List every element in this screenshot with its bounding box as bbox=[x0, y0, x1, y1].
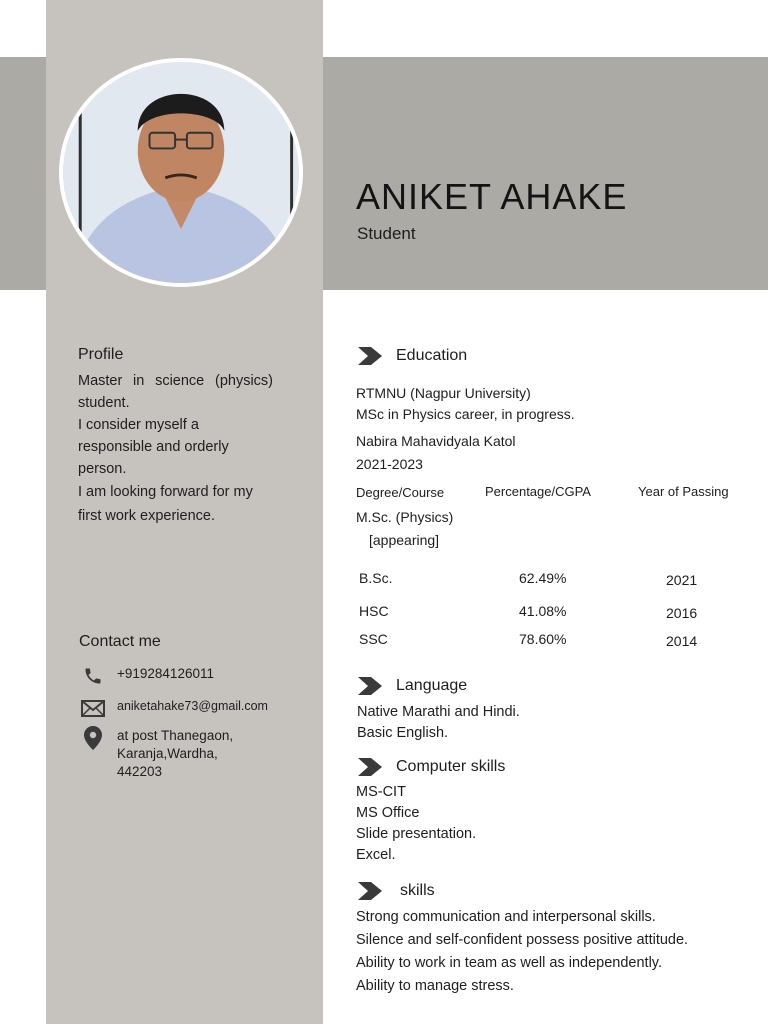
table-cell-degree: B.Sc. bbox=[359, 570, 393, 586]
current-degree-note: [appearing] bbox=[369, 532, 440, 548]
skills-heading: skills bbox=[400, 882, 435, 899]
profile-heading: Profile bbox=[78, 346, 124, 363]
table-header-degree: Degree/Course bbox=[356, 485, 445, 500]
skill-line: Strong communication and interpersonal skills. bbox=[356, 909, 656, 925]
location-pin-icon bbox=[80, 727, 106, 749]
table-header-year: Year of Passing bbox=[638, 484, 729, 499]
profile-paragraph: Master in science (physics) student. bbox=[78, 373, 273, 411]
phone-number[interactable]: +919284126011 bbox=[117, 666, 214, 681]
computer-skills-header bbox=[358, 758, 505, 776]
header-band-right bbox=[323, 57, 768, 290]
table-cell-year: 2016 bbox=[666, 605, 698, 621]
language-heading: Language bbox=[396, 677, 468, 694]
chevron-right-icon bbox=[358, 347, 382, 365]
table-cell-year: 2021 bbox=[666, 572, 698, 588]
table-header-percentage: Percentage/CGPA bbox=[485, 484, 591, 499]
profile-paragraph: I consider myself a responsible and orderly person. bbox=[78, 417, 229, 477]
profile-photo bbox=[59, 58, 303, 287]
mail-icon bbox=[80, 697, 106, 719]
portrait-image bbox=[63, 62, 299, 283]
education-years: 2021-2023 bbox=[356, 456, 423, 472]
education-university: RTMNU (Nagpur University) bbox=[356, 385, 531, 401]
current-degree: M.Sc. (Physics) bbox=[356, 509, 454, 525]
address-line: Karanja,Wardha, bbox=[117, 746, 218, 761]
table-cell-year: 2014 bbox=[666, 633, 698, 649]
contact-phone bbox=[80, 665, 214, 687]
education-college: Nabira Mahavidyala Katol bbox=[356, 433, 516, 449]
education-heading: Education bbox=[396, 347, 468, 364]
address-line: at post Thanegaon, bbox=[117, 728, 234, 743]
chevron-right-icon bbox=[358, 758, 382, 776]
skill-line: Ability to work in team as well as independently. bbox=[356, 955, 662, 971]
candidate-name: ANIKET AHAKE bbox=[356, 176, 628, 217]
phone-icon bbox=[80, 665, 106, 687]
computer-skill-line: MS Office bbox=[356, 805, 420, 821]
contact-email bbox=[80, 697, 268, 719]
computer-skill-line: Slide presentation. bbox=[356, 826, 477, 842]
table-cell-percentage: 78.60% bbox=[519, 631, 567, 647]
email-address[interactable]: aniketahake73@gmail.com bbox=[117, 699, 268, 713]
language-header bbox=[358, 677, 467, 695]
contact-address bbox=[80, 727, 233, 781]
language-list bbox=[357, 702, 520, 744]
chevron-right-icon bbox=[358, 677, 382, 695]
education-header bbox=[358, 347, 467, 365]
table-cell-degree: SSC bbox=[359, 631, 388, 647]
skill-line: Silence and self-confident possess positive attitude. bbox=[356, 932, 689, 948]
address-line: 442203 bbox=[117, 764, 163, 779]
skills-header bbox=[358, 882, 435, 900]
profile-text bbox=[78, 370, 273, 528]
table-cell-percentage: 41.08% bbox=[519, 603, 567, 619]
computer-skill-line: MS-CIT bbox=[356, 784, 406, 800]
address-text bbox=[117, 727, 233, 781]
computer-skills-list bbox=[356, 782, 476, 866]
computer-skills-heading: Computer skills bbox=[396, 758, 506, 775]
candidate-role: Student bbox=[357, 224, 416, 243]
education-status: MSc in Physics career, in progress. bbox=[356, 406, 575, 422]
skills-list bbox=[356, 906, 688, 998]
profile-paragraph: I am looking forward for my first work experience. bbox=[78, 484, 253, 524]
chevron-right-icon bbox=[358, 882, 382, 900]
skill-line: Ability to manage stress. bbox=[356, 978, 514, 994]
header-band-left bbox=[0, 57, 46, 290]
table-cell-percentage: 62.49% bbox=[519, 570, 567, 586]
language-line: Native Marathi and Hindi. bbox=[357, 704, 520, 720]
contact-heading: Contact me bbox=[79, 633, 161, 650]
computer-skill-line: Excel. bbox=[356, 847, 396, 863]
language-line: Basic English. bbox=[357, 725, 449, 741]
table-cell-degree: HSC bbox=[359, 603, 389, 619]
